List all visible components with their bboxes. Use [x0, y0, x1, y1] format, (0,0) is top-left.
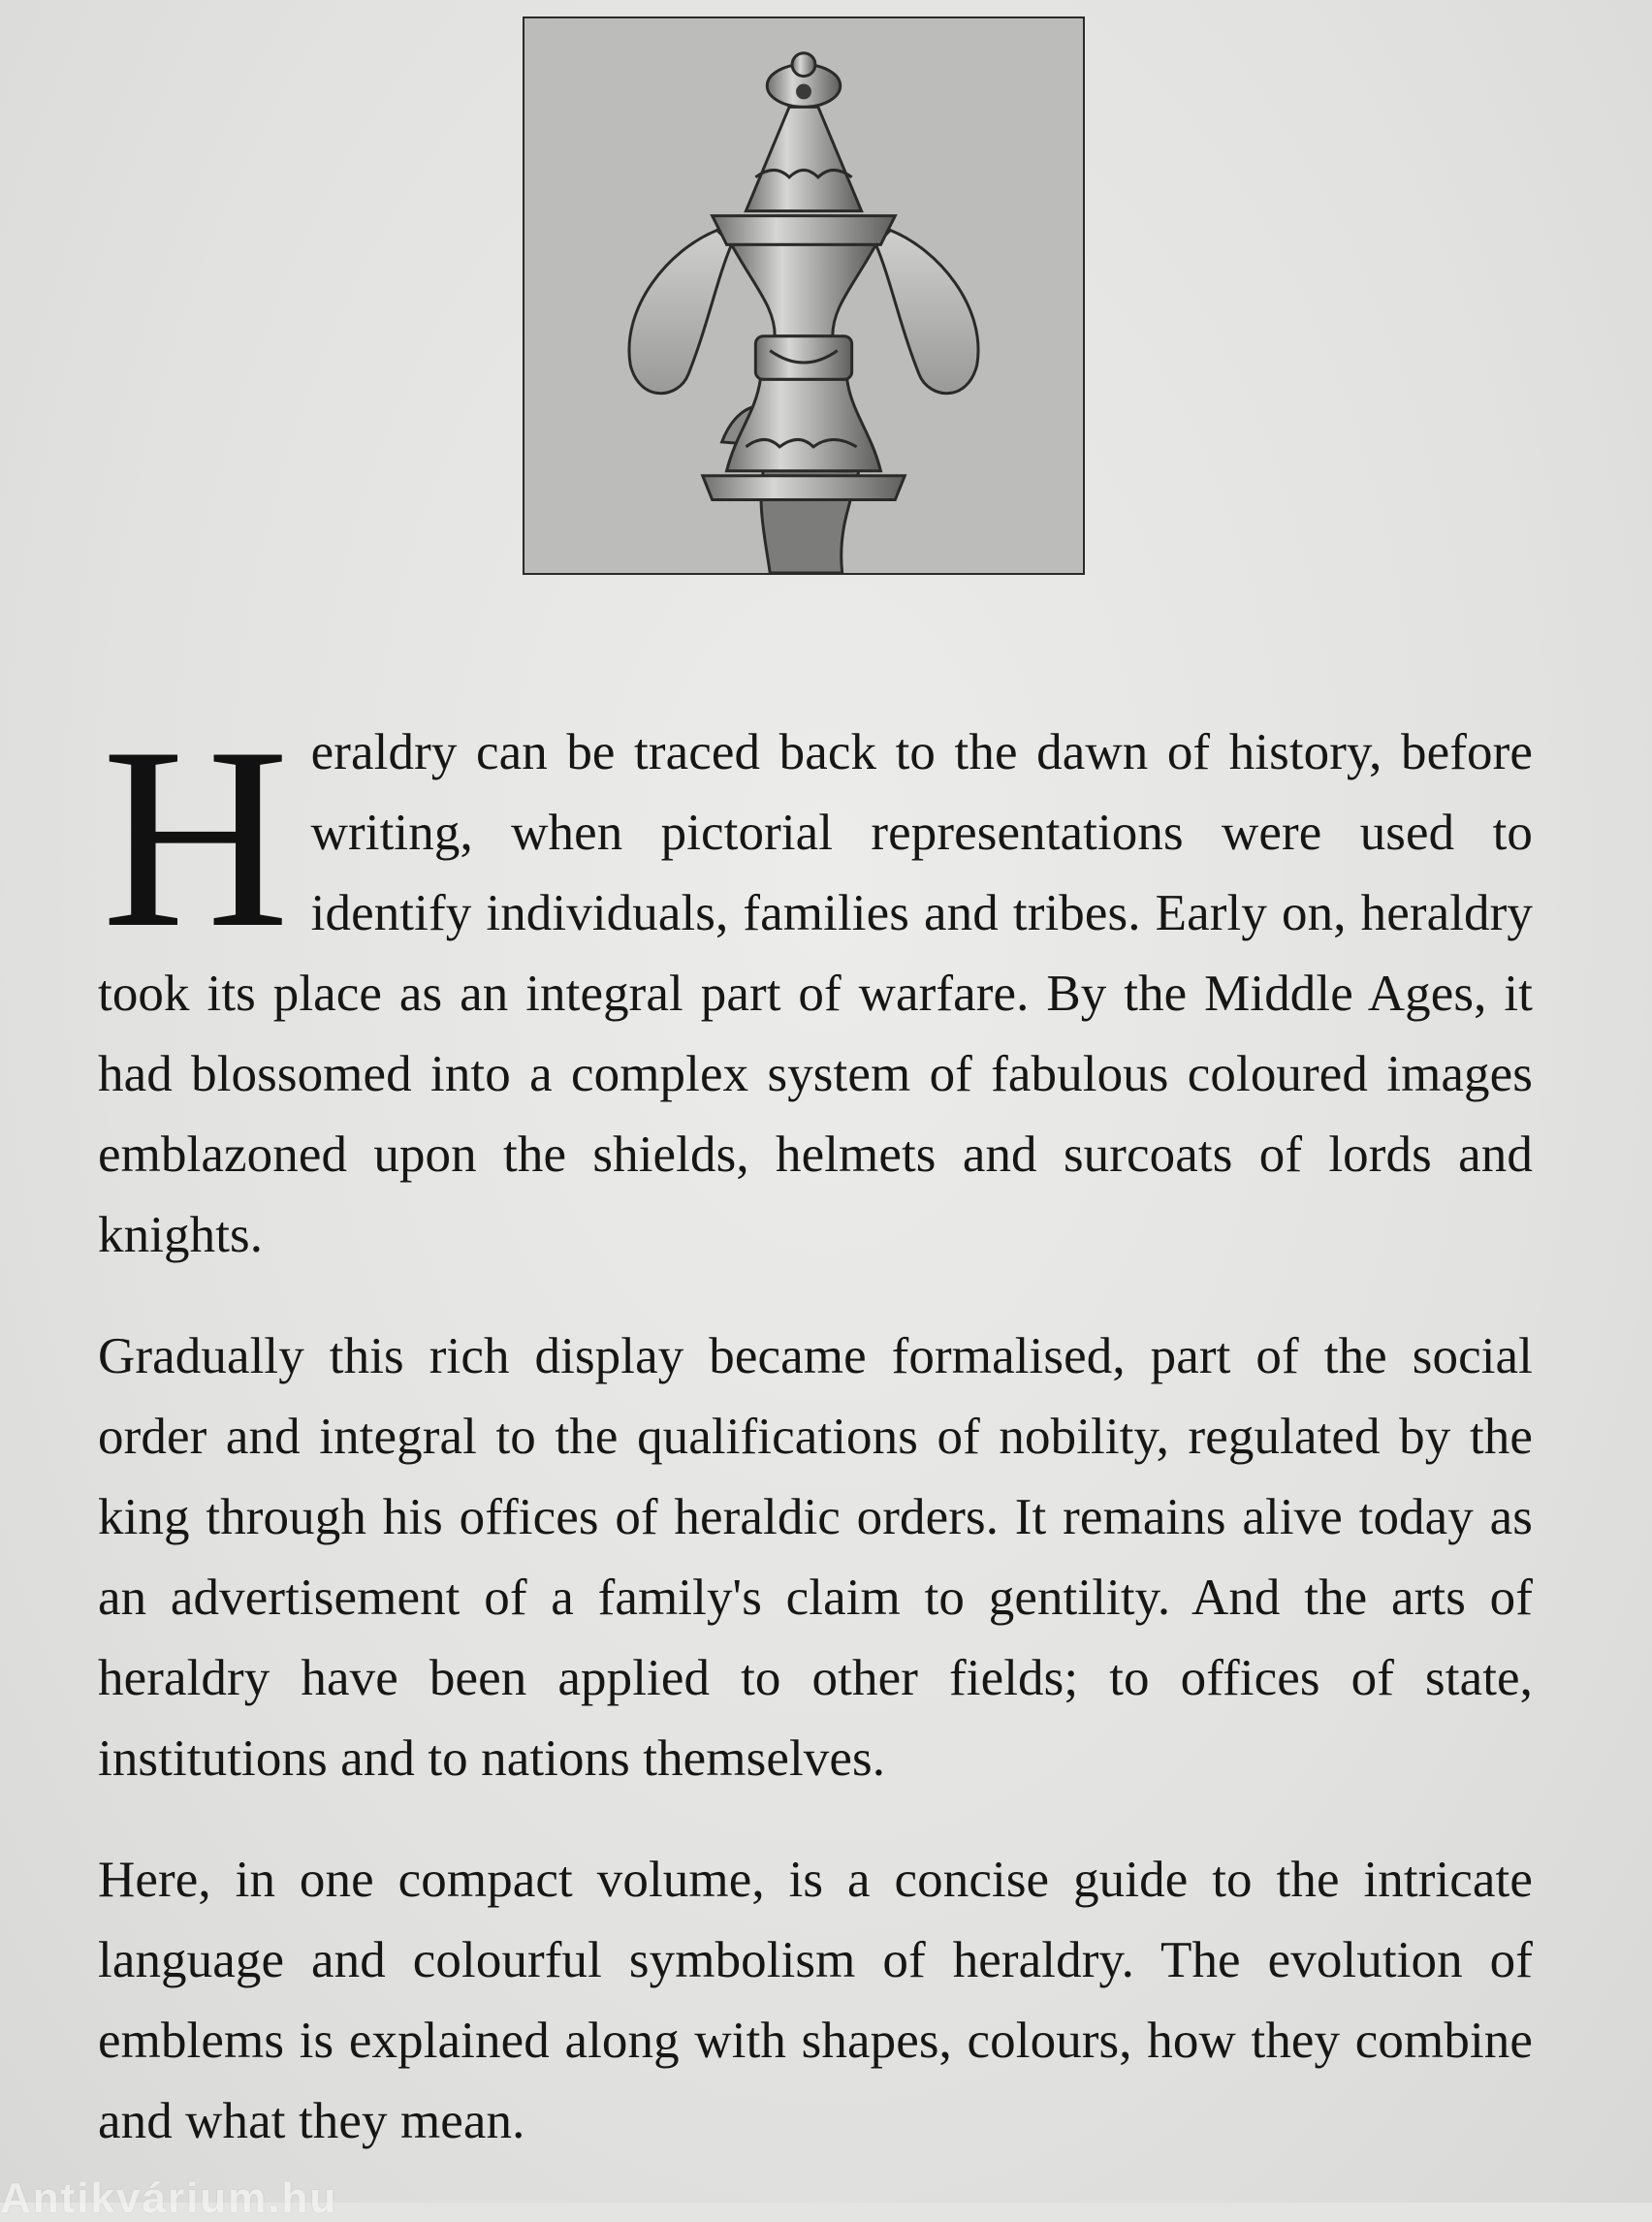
- drop-cap: H: [102, 693, 290, 981]
- paragraph-history: Gradually this rich display became formalised, part of the social order and integral to the qualifications of nobility, regulated by the king through his offices of heraldic orders. It remains alive today as an advertisement of a family's claim to gentility. And the arts of heraldry have been applied to other fields; to offices of state, institutions and to nations themselves.: [98, 1328, 1533, 1787]
- paragraph-intro-body: eraldry can be traced back to the dawn of history, before writing, when pictorial representations were used to identify individuals, families and tribes. Early on, heraldry took its place as an integral part of warfare. By the Middle Ages, it had blossomed into a complex system of fabulous coloured images emblazoned upon the shields, helmets and surcoats of lords and knights.: [98, 724, 1533, 1263]
- paragraph-summary: Here, in one compact volume, is a concise guide to the intricate language and colourful symbolism of heraldry. The evolution of emblems is explained along with shapes, colours, how they combine and what they mean.: [98, 1852, 1533, 2149]
- watermark: Antikvárium.hu: [0, 2174, 338, 2222]
- description-text: [98, 693, 1533, 2162]
- paragraph-intro: [98, 693, 1533, 1276]
- crest-drawing: [524, 18, 1083, 573]
- heraldic-crest-illustration: [523, 16, 1085, 575]
